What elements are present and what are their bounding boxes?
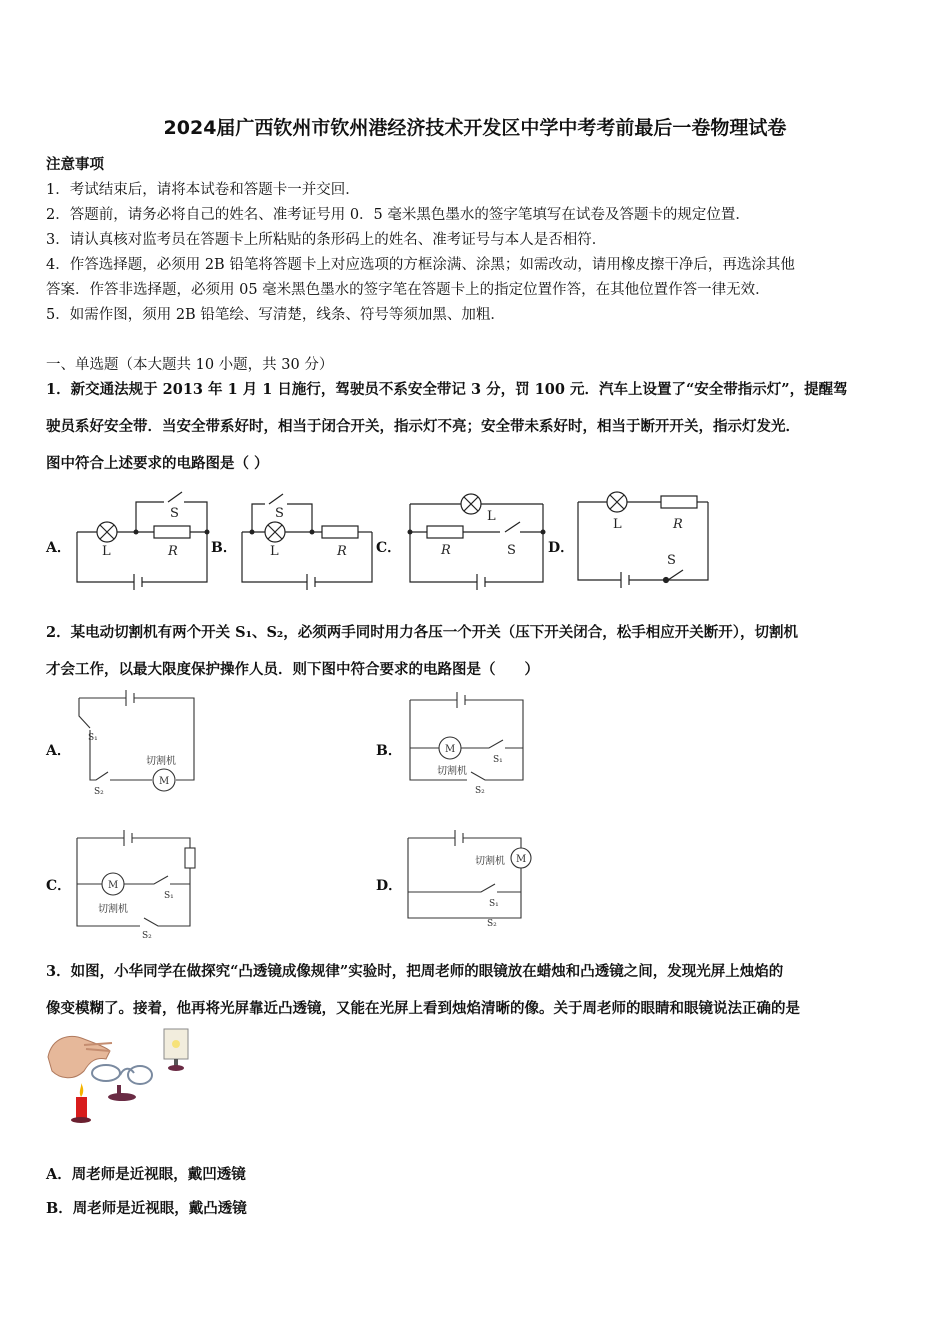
motor-label: M bbox=[159, 776, 170, 787]
q2-stem: 才会工作，以最大限度保护操作人员．则下图中符合要求的电路图是（ ） bbox=[46, 661, 539, 678]
notice-item: 5．如需作图，须用 2B 铅笔绘、写清楚，线条、符号等须加黑、加粗． bbox=[46, 307, 505, 323]
notice-item: 2．答题前，请务必将自己的姓名、准考证号用 0．5 毫米黑色墨水的签字笔填写在试卷及答题卡的规定位置． bbox=[46, 207, 750, 223]
q1-stem: 驶员系好安全带．当安全带系好时，相当于闭合开关，指示灯不亮；安全带未系好时，相当于断开开关，指示灯发光． bbox=[46, 418, 800, 435]
section-heading: 一、单选题（本大题共 10 小题，共 30 分） bbox=[46, 357, 334, 373]
motor-label: M bbox=[516, 854, 527, 865]
machine-label: 切割机 bbox=[437, 766, 467, 777]
q1-circuit-b bbox=[237, 482, 377, 590]
notice-item: 1．考试结束后，请将本试卷和答题卡一并交回． bbox=[46, 182, 360, 198]
q2-option-b-label: B． bbox=[376, 743, 402, 759]
q3-stem: 3．如图，小华同学在做探究“凸透镜成像规律”实验时，把周老师的眼镜放在蜡烛和凸透镜之间，发现光屏上烛焰的 bbox=[46, 963, 784, 980]
q1-option-d-label: D． bbox=[548, 540, 575, 556]
lamp-label: L bbox=[613, 517, 622, 532]
notice-item: 答案．作答非选择题，必须用 05 毫米黑色墨水的签字笔在答题卡上的指定位置作答，在其他位置作答一律无效． bbox=[46, 282, 770, 298]
s2-label: S₂ bbox=[142, 931, 152, 938]
s2-label: S₂ bbox=[94, 787, 104, 797]
q2-circuit-d bbox=[403, 826, 535, 926]
resistor-label: R bbox=[337, 544, 347, 559]
motor-label: M bbox=[108, 880, 119, 891]
s1-label: S₁ bbox=[164, 891, 174, 901]
q3-choice-a: A．周老师是近视眼，戴凹透镜 bbox=[46, 1166, 246, 1183]
s2-label: S₂ bbox=[475, 786, 485, 796]
q2-circuit-b bbox=[403, 690, 533, 800]
optics-experiment-illustration bbox=[44, 1025, 204, 1127]
q2-option-a-label: A． bbox=[46, 743, 71, 759]
q2-circuit-c bbox=[72, 826, 202, 938]
q2-option-d-label: D． bbox=[376, 878, 403, 894]
machine-label: 切割机 bbox=[475, 856, 505, 867]
lamp-label: L bbox=[487, 509, 496, 524]
q2-option-c-label: C． bbox=[46, 878, 72, 894]
q1-circuit-a bbox=[72, 482, 212, 590]
switch-label: S bbox=[507, 543, 516, 558]
lamp-label: L bbox=[270, 544, 279, 559]
resistor-label: R bbox=[441, 543, 451, 558]
q2-circuit-a bbox=[74, 688, 199, 798]
switch-label: S bbox=[170, 506, 179, 521]
q2-stem: 2．某电动切割机有两个开关 S₁、S₂，必须两手同时用力各压一个开关（压下开关闭合，松手相应开关断开），切割机 bbox=[46, 624, 799, 641]
s1-label: S₁ bbox=[493, 755, 503, 765]
resistor-label: R bbox=[673, 517, 683, 532]
motor-label: M bbox=[445, 744, 456, 755]
notice-item: 4．作答选择题，必须用 2B 铅笔将答题卡上对应选项的方框涂满、涂黑；如需改动，请用橡皮擦干净后，再选涂其他 bbox=[46, 257, 795, 273]
s1-label: S₁ bbox=[489, 899, 499, 909]
q1-circuit-c bbox=[405, 484, 550, 592]
lamp-label: L bbox=[102, 544, 111, 559]
q1-option-b-label: B． bbox=[211, 540, 237, 556]
s1-label: S₁ bbox=[88, 733, 98, 743]
machine-label: 切割机 bbox=[98, 904, 128, 915]
q1-option-a-label: A． bbox=[46, 540, 71, 556]
q1-circuit-d bbox=[573, 488, 713, 588]
q3-stem: 像变模糊了。接着，他再将光屏靠近凸透镜，又能在光屏上看到烛焰清晰的像。关于周老师的眼睛和眼镜说法正确的是 bbox=[46, 1000, 800, 1017]
q1-stem: 图中符合上述要求的电路图是（ ） bbox=[46, 455, 269, 472]
switch-label: S bbox=[667, 553, 676, 568]
notice-item: 3．请认真核对监考员在答题卡上所粘贴的条形码上的姓名、准考证号与本人是否相符． bbox=[46, 232, 607, 248]
q3-choice-b: B．周老师是近视眼，戴凸透镜 bbox=[46, 1200, 247, 1217]
q1-stem: 1．新交通法规于 2013 年 1 月 1 日施行，驾驶员不系安全带记 3 分，罚 100 元．汽车上设置了“安全带指示灯”，提醒驾 bbox=[46, 381, 848, 398]
notice-heading: 注意事项 bbox=[46, 156, 104, 173]
switch-label: S bbox=[275, 506, 284, 521]
page-title: 2024届广西钦州市钦州港经济技术开发区中学中考考前最后一卷物理试卷 bbox=[163, 117, 787, 139]
machine-label: 切割机 bbox=[146, 756, 176, 767]
resistor-label: R bbox=[168, 544, 178, 559]
q1-option-c-label: C． bbox=[376, 540, 402, 556]
s2-label: S₂ bbox=[487, 919, 497, 926]
